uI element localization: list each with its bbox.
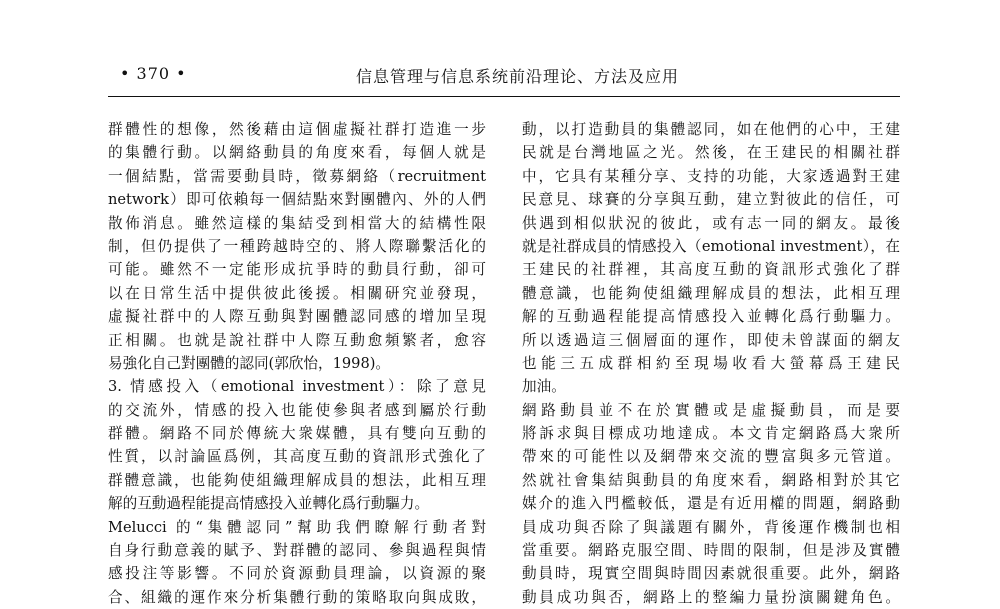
text-line: 加油。 — [522, 378, 566, 396]
text-line: 正相關。也就是說社群中人際互動愈頻繁者，愈容 — [108, 331, 486, 349]
text-line: 群體性的想像，然後藉由這個虛擬社群打造進一步 — [108, 121, 486, 138]
text-line: 所以透過這三個層面的運作，即使未曾謀面的網友 — [522, 331, 900, 349]
text-line: 感投注等影響。不同於資源動員理論，以資源的聚 — [108, 565, 486, 583]
text-line: 可能。雖然不一定能形成抗爭時的動員行動，卻可 — [108, 261, 486, 279]
text-line: 制，但仍提供了一種跨越時空的、將人際聯繫活化的 — [108, 237, 486, 255]
text-line: 自身行動意義的賦予、對群體的認同、參與過程與情 — [108, 542, 486, 560]
text-line: 中，它具有某種分享、支持的功能，大家透過對王建 — [522, 167, 900, 185]
text-line: 動，以打造動員的集體認同，如在他們的心中，王建 — [522, 121, 900, 138]
text-line: 動員時，現實空間與時間因素就很重要。此外，網路 — [522, 565, 900, 583]
text-line: 員成功與否除了與議題有關外，背後運作機制也相 — [522, 518, 900, 536]
text-line: 王建民的社群裡，其高度互動的資訊形式強化了群 — [522, 261, 900, 279]
text-line: 以在日常生活中提供彼此後援。相關研究並發現， — [108, 284, 486, 302]
text-line: 供遇到相似狀況的彼此，或有志一同的網友。最後 — [522, 214, 900, 232]
text-line: 當重要。網路克服空間、時間的限制，但是涉及實體 — [522, 542, 900, 560]
text-line: 網路動員並不在於實體或是虛擬動員，而是要 — [522, 401, 900, 419]
text-line: 動員成功與否，網路上的整編力量扮演關鍵角色。 — [522, 588, 900, 606]
text-line: 然就社會集結與動員的角度來看，網路相對於其它 — [522, 471, 900, 489]
text-line: 民就是台灣地區之光。然後，在王建民的相關社群 — [522, 144, 900, 162]
left-text-column — [108, 118, 486, 609]
text-line: 合、組織的運作來分析集體行動的策略取向與成敗， — [108, 588, 486, 606]
text-line: 群體意識，也能夠使組織理解成員的想法，此相互理 — [108, 471, 486, 489]
right-text-column — [522, 118, 900, 609]
text-line: 易強化自己對團體的認同(郭欣怡，1998)。 — [108, 354, 391, 372]
text-line: 解的互動過程能提高情感投入並轉化爲行動驅力。 — [108, 495, 430, 513]
page-number: • 370 • — [120, 64, 187, 83]
text-line: 民意見、球賽的分享與互動，建立對彼此的信任，可 — [522, 191, 900, 209]
text-line: 體意識，也能夠使組織理解成員的想法，此相互理 — [522, 284, 900, 302]
text-line: Melucci 的“集體認同”幫助我們瞭解行動者對 — [108, 518, 486, 536]
text-line: 就是社群成員的情感投入（emotional investment），在 — [522, 237, 900, 255]
text-line: 帶來的可能性以及網帶來交流的豐富與多元管道。 — [522, 448, 900, 466]
text-line: 群體。網路不同於傳統大衆媒體，具有雙向互動的 — [108, 425, 486, 443]
text-line: 媒介的進入門檻較低，還是有近用權的問題，網路動 — [522, 495, 900, 513]
text-line: 一個結點，當需要動員時，徵募網絡（recruitment — [108, 167, 486, 185]
text-line: 虛擬社群中的人際互動與對團體認同感的增加呈現 — [108, 308, 486, 326]
text-line: 的集體行動。以網絡動員的角度來看，每個人就是 — [108, 144, 486, 162]
text-line: 性質，以討論區爲例，其高度互動的資訊形式強化了 — [108, 448, 486, 466]
header-rule — [108, 96, 900, 97]
text-line: 散佈消息。雖然這樣的集結受到相當大的結構性限 — [108, 214, 486, 232]
text-line: 也能三五成群相約至現場收看大螢幕爲王建民 — [522, 354, 900, 372]
running-header — [120, 64, 900, 92]
text-line: 解的互動過程能提高情感投入並轉化爲行動驅力。 — [522, 308, 900, 326]
text-line: 將訴求與目標成功地達成。本文肯定網路爲大衆所 — [522, 425, 900, 443]
text-line: network）即可依賴每一個結點來對團體內、外的人們 — [108, 191, 486, 209]
text-line: 的交流外，情感的投入也能使參與者感到屬於行動 — [108, 401, 486, 419]
running-title: 信息管理与信息系统前沿理论、方法及应用 — [356, 67, 680, 86]
text-line: 3. 情感投入（emotional investment）：除了意見 — [108, 378, 486, 396]
